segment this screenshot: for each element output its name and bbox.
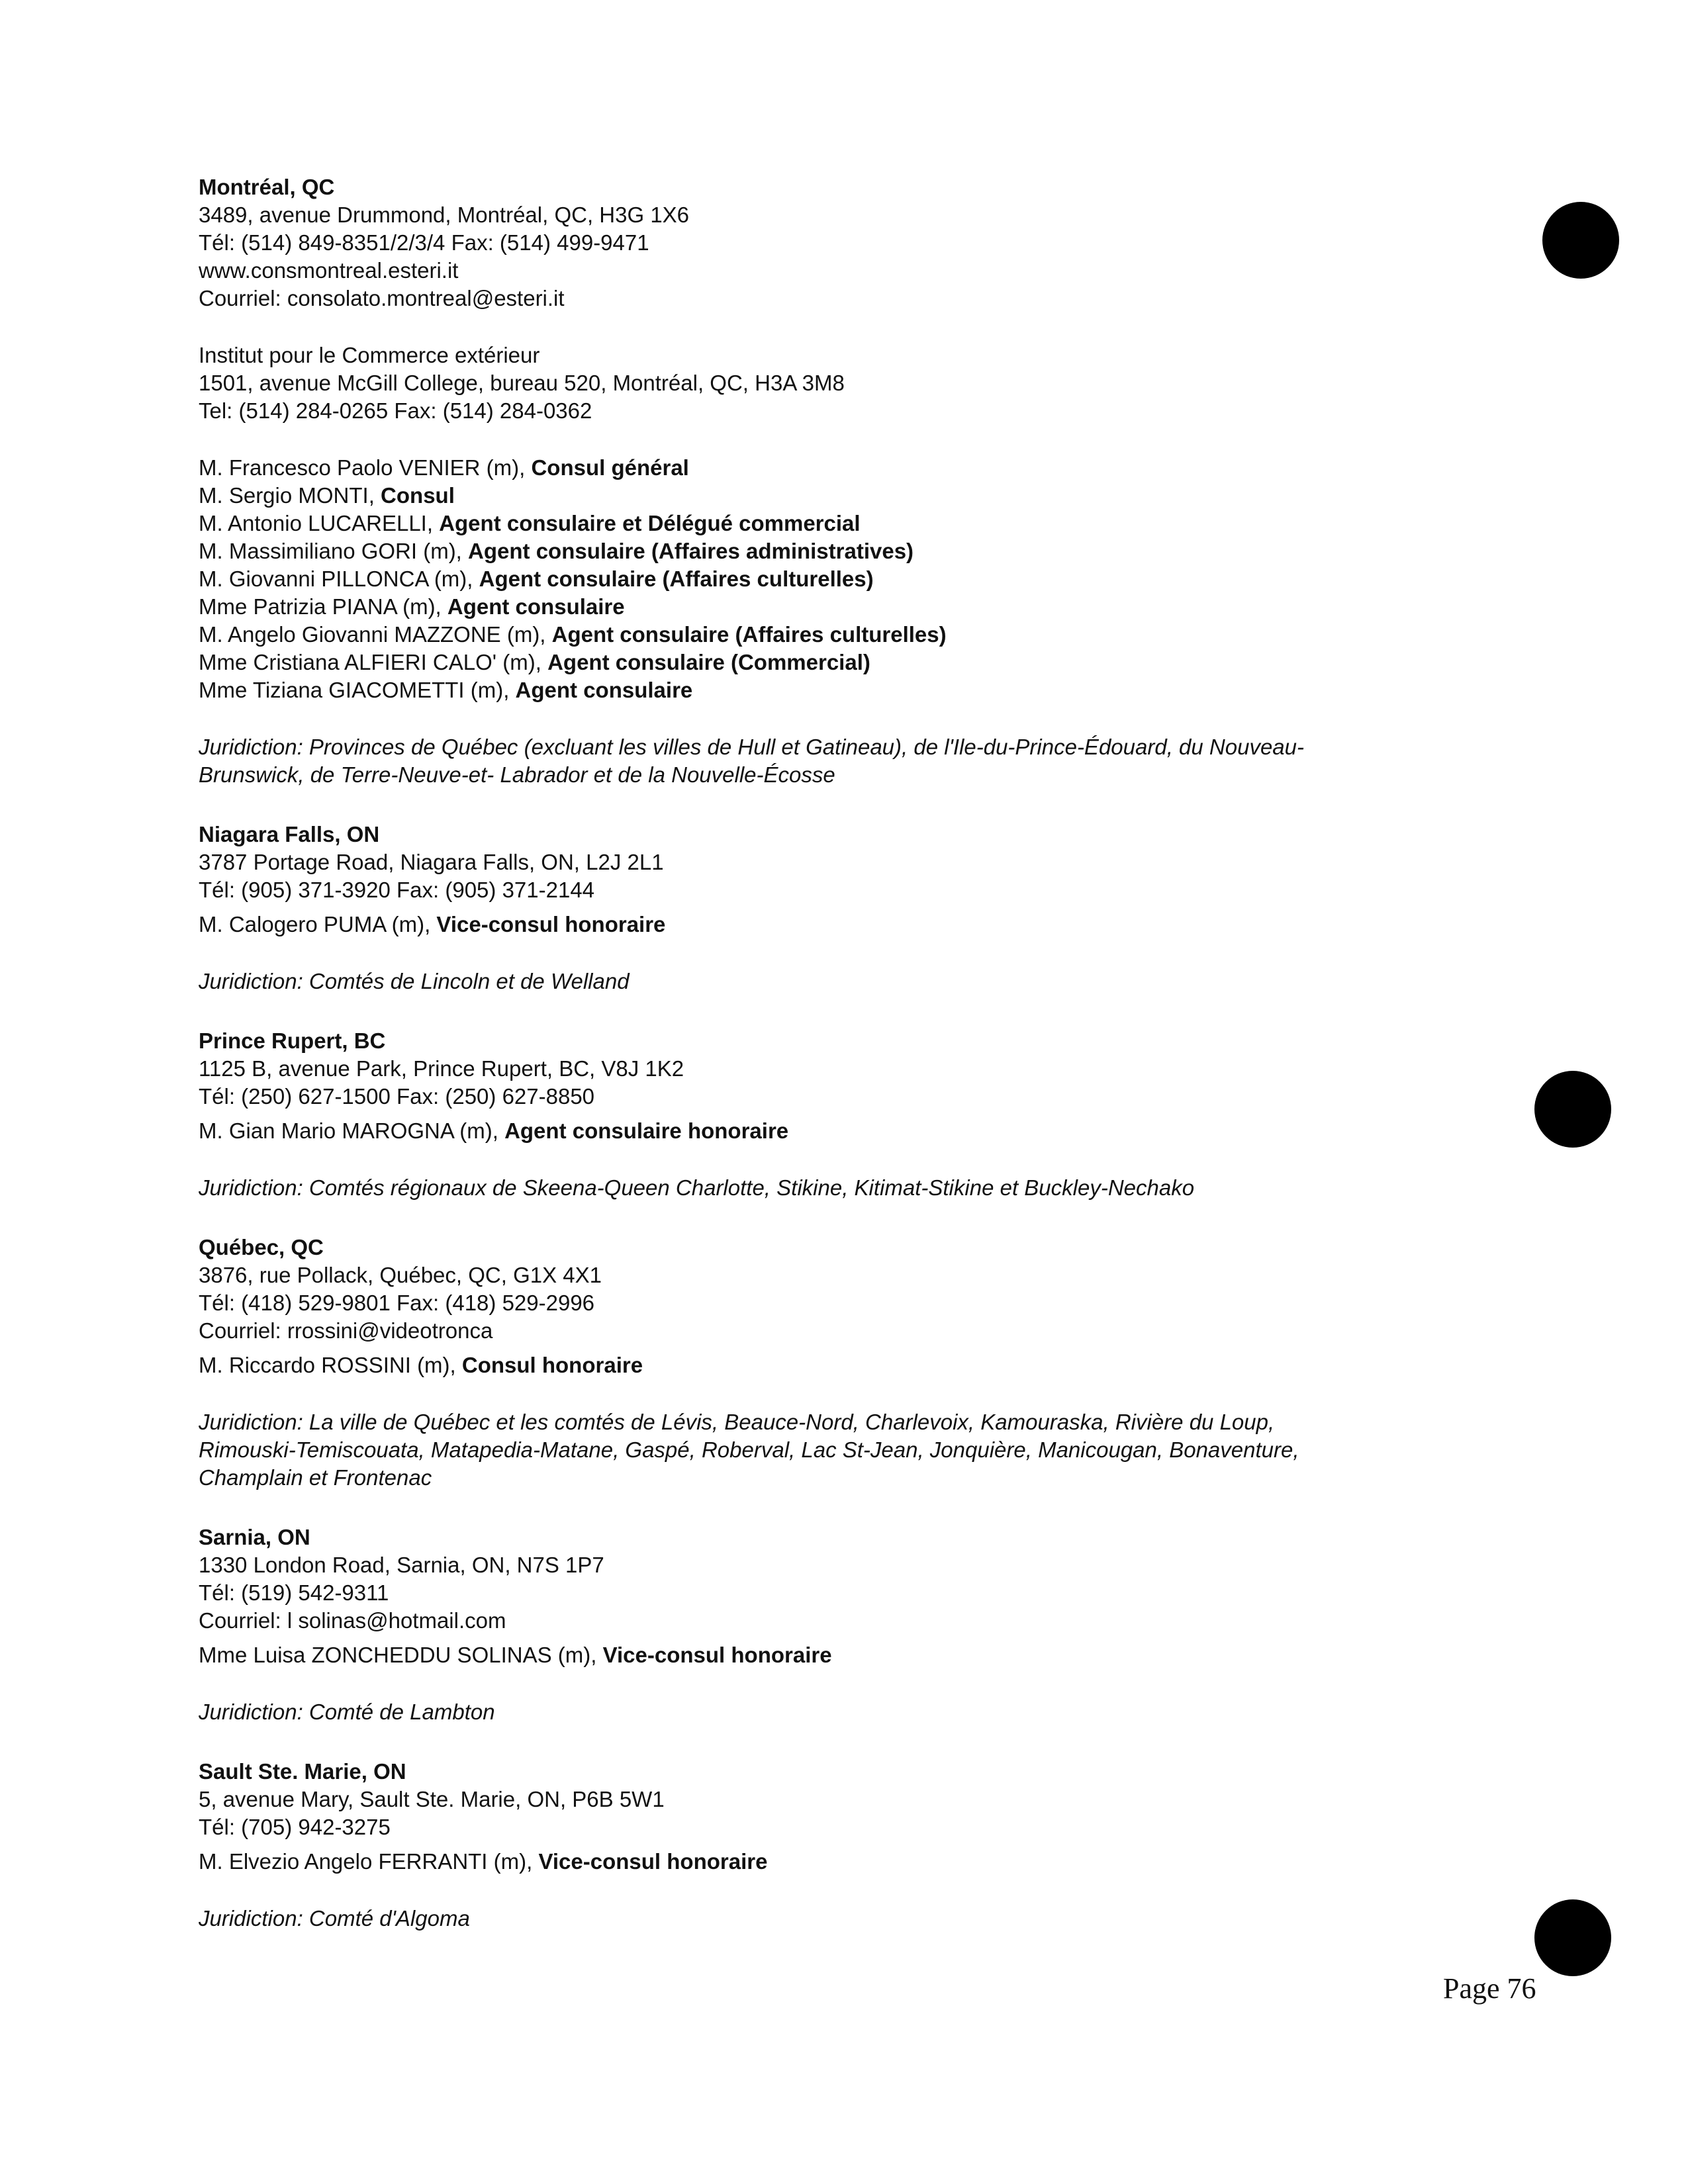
staff-title: Vice-consul honoraire	[538, 1849, 768, 1874]
staff-title: Agent consulaire	[515, 678, 693, 702]
staff-name: M. Massimiliano GORI (m),	[199, 539, 469, 563]
staff-title: Agent consulaire (Affaires culturelles)	[479, 567, 874, 591]
website-line: www.consmontreal.esteri.it	[199, 258, 459, 283]
staff-line	[199, 1117, 1509, 1145]
staff-name: M. Gian Mario MAROGNA (m),	[199, 1118, 505, 1143]
section-heading: Niagara Falls, ON	[199, 822, 380, 846]
phone-line: Tél: (905) 371-3920 Fax: (905) 371-2144	[199, 878, 595, 902]
punch-hole-top	[1542, 202, 1619, 279]
section-heading: Montréal, QC	[199, 175, 335, 199]
institute-address: 1501, avenue McGill College, bureau 520, Montréal, QC, H3A 3M8	[199, 371, 845, 395]
staff-name: Mme Luisa ZONCHEDDU SOLINAS (m),	[199, 1643, 603, 1667]
punch-hole-middle	[1534, 1071, 1611, 1148]
jurisdiction-line: Champlain et Frontenac	[199, 1465, 432, 1490]
staff-line	[199, 1848, 1509, 1876]
punch-hole-bottom	[1534, 1899, 1611, 1976]
staff-line	[199, 911, 1509, 938]
institute-phone: Tel: (514) 284-0265 Fax: (514) 284-0362	[199, 398, 592, 423]
section-prince-rupert	[199, 1027, 1509, 1202]
institute-name: Institut pour le Commerce extérieur	[199, 343, 540, 367]
section-montreal	[199, 173, 1509, 789]
jurisdiction-line: Brunswick, de Terre-Neuve-et- Labrador et de la Nouvelle-Écosse	[199, 762, 835, 787]
staff-name: Mme Tiziana GIACOMETTI (m),	[199, 678, 516, 702]
staff-name: M. Giovanni PILLONCA (m),	[199, 567, 479, 591]
section-heading: Sault Ste. Marie, ON	[199, 1759, 406, 1784]
staff-title: Agent consulaire (Affaires culturelles)	[551, 622, 947, 647]
phone-line: Tél: (514) 849-8351/2/3/4 Fax: (514) 499-9471	[199, 230, 649, 255]
jurisdiction-line: Juridiction: Comtés de Lincoln et de Welland	[199, 969, 630, 993]
staff-title: Vice-consul honoraire	[436, 912, 666, 936]
address-line: 3876, rue Pollack, Québec, QC, G1X 4X1	[199, 1263, 602, 1287]
phone-line: Tél: (519) 542-9311	[199, 1580, 389, 1605]
section-heading: Sarnia, ON	[199, 1525, 310, 1549]
staff-name: Mme Patrizia PIANA (m),	[199, 594, 447, 619]
staff-name: M. Angelo Giovanni MAZZONE (m),	[199, 622, 552, 647]
phone-line: Tél: (705) 942-3275	[199, 1815, 391, 1839]
staff-line	[199, 482, 1509, 510]
document-body	[199, 173, 1509, 1933]
email-line: Courriel: consolato.montreal@esteri.it	[199, 286, 565, 310]
jurisdiction-line: Juridiction: Comté de Lambton	[199, 1700, 495, 1724]
staff-title: Consul honoraire	[461, 1353, 643, 1377]
staff-name: M. Riccardo ROSSINI (m),	[199, 1353, 462, 1377]
jurisdiction-line: Juridiction: La ville de Québec et les comtés de Lévis, Beauce-Nord, Charlevoix, Kamouraska, Rivière du Loup,	[199, 1410, 1275, 1434]
staff-line	[199, 593, 1509, 621]
address-line: 1125 B, avenue Park, Prince Rupert, BC, V8J 1K2	[199, 1056, 684, 1081]
staff-title: Consul	[381, 483, 455, 508]
address-line: 1330 London Road, Sarnia, ON, N7S 1P7	[199, 1553, 604, 1577]
section-heading: Québec, QC	[199, 1235, 324, 1259]
staff-name: M. Elvezio Angelo FERRANTI (m),	[199, 1849, 539, 1874]
staff-line	[199, 621, 1509, 649]
section-sarnia	[199, 1524, 1509, 1726]
address-line: 3787 Portage Road, Niagara Falls, ON, L2J 2L1	[199, 850, 664, 874]
staff-line	[199, 1351, 1509, 1379]
email-line: Courriel: rrossini@videotronca	[199, 1318, 493, 1343]
staff-name: M. Francesco Paolo VENIER (m),	[199, 455, 532, 480]
jurisdiction-line: Juridiction: Comté d'Algoma	[199, 1906, 470, 1931]
staff-line	[199, 510, 1509, 537]
staff-title: Consul général	[531, 455, 689, 480]
staff-name: M. Antonio LUCARELLI,	[199, 511, 440, 535]
address-line: 3489, avenue Drummond, Montréal, QC, H3G 1X6	[199, 203, 690, 227]
staff-line	[199, 649, 1509, 676]
section-niagara-falls	[199, 821, 1509, 995]
staff-line	[199, 537, 1509, 565]
staff-name: M. Calogero PUMA (m),	[199, 912, 437, 936]
phone-line: Tél: (250) 627-1500 Fax: (250) 627-8850	[199, 1084, 595, 1109]
staff-line	[199, 454, 1509, 482]
jurisdiction-line: Juridiction: Provinces de Québec (excluant les villes de Hull et Gatineau), de l'Ile-du-Prince-Édouard, du Nouveau-	[199, 735, 1304, 759]
section-heading: Prince Rupert, BC	[199, 1028, 386, 1053]
phone-line: Tél: (418) 529-9801 Fax: (418) 529-2996	[199, 1291, 595, 1315]
staff-line	[199, 565, 1509, 593]
staff-title: Agent consulaire	[447, 594, 625, 619]
page-number: Page 76	[1443, 1972, 1536, 2005]
section-sault-ste-marie	[199, 1758, 1509, 1933]
staff-name: Mme Cristiana ALFIERI CALO' (m),	[199, 650, 548, 674]
jurisdiction-line: Rimouski-Temiscouata, Matapedia-Matane, Gaspé, Roberval, Lac St-Jean, Jonquière, Manicougan, Bonaventure,	[199, 1437, 1299, 1462]
address-line: 5, avenue Mary, Sault Ste. Marie, ON, P6B 5W1	[199, 1787, 665, 1811]
jurisdiction-line: Juridiction: Comtés régionaux de Skeena-Queen Charlotte, Stikine, Kitimat-Stikine et Buckley-Nechako	[199, 1175, 1195, 1200]
staff-line	[199, 1641, 1509, 1669]
staff-title: Vice-consul honoraire	[602, 1643, 832, 1667]
staff-title: Agent consulaire (Affaires administratives)	[468, 539, 914, 563]
staff-title: Agent consulaire honoraire	[504, 1118, 789, 1143]
section-quebec	[199, 1234, 1509, 1492]
staff-line	[199, 676, 1509, 704]
email-line: Courriel: l solinas@hotmail.com	[199, 1608, 506, 1633]
staff-title: Agent consulaire (Commercial)	[547, 650, 870, 674]
staff-title: Agent consulaire et Délégué commercial	[439, 511, 861, 535]
staff-name: M. Sergio MONTI,	[199, 483, 381, 508]
